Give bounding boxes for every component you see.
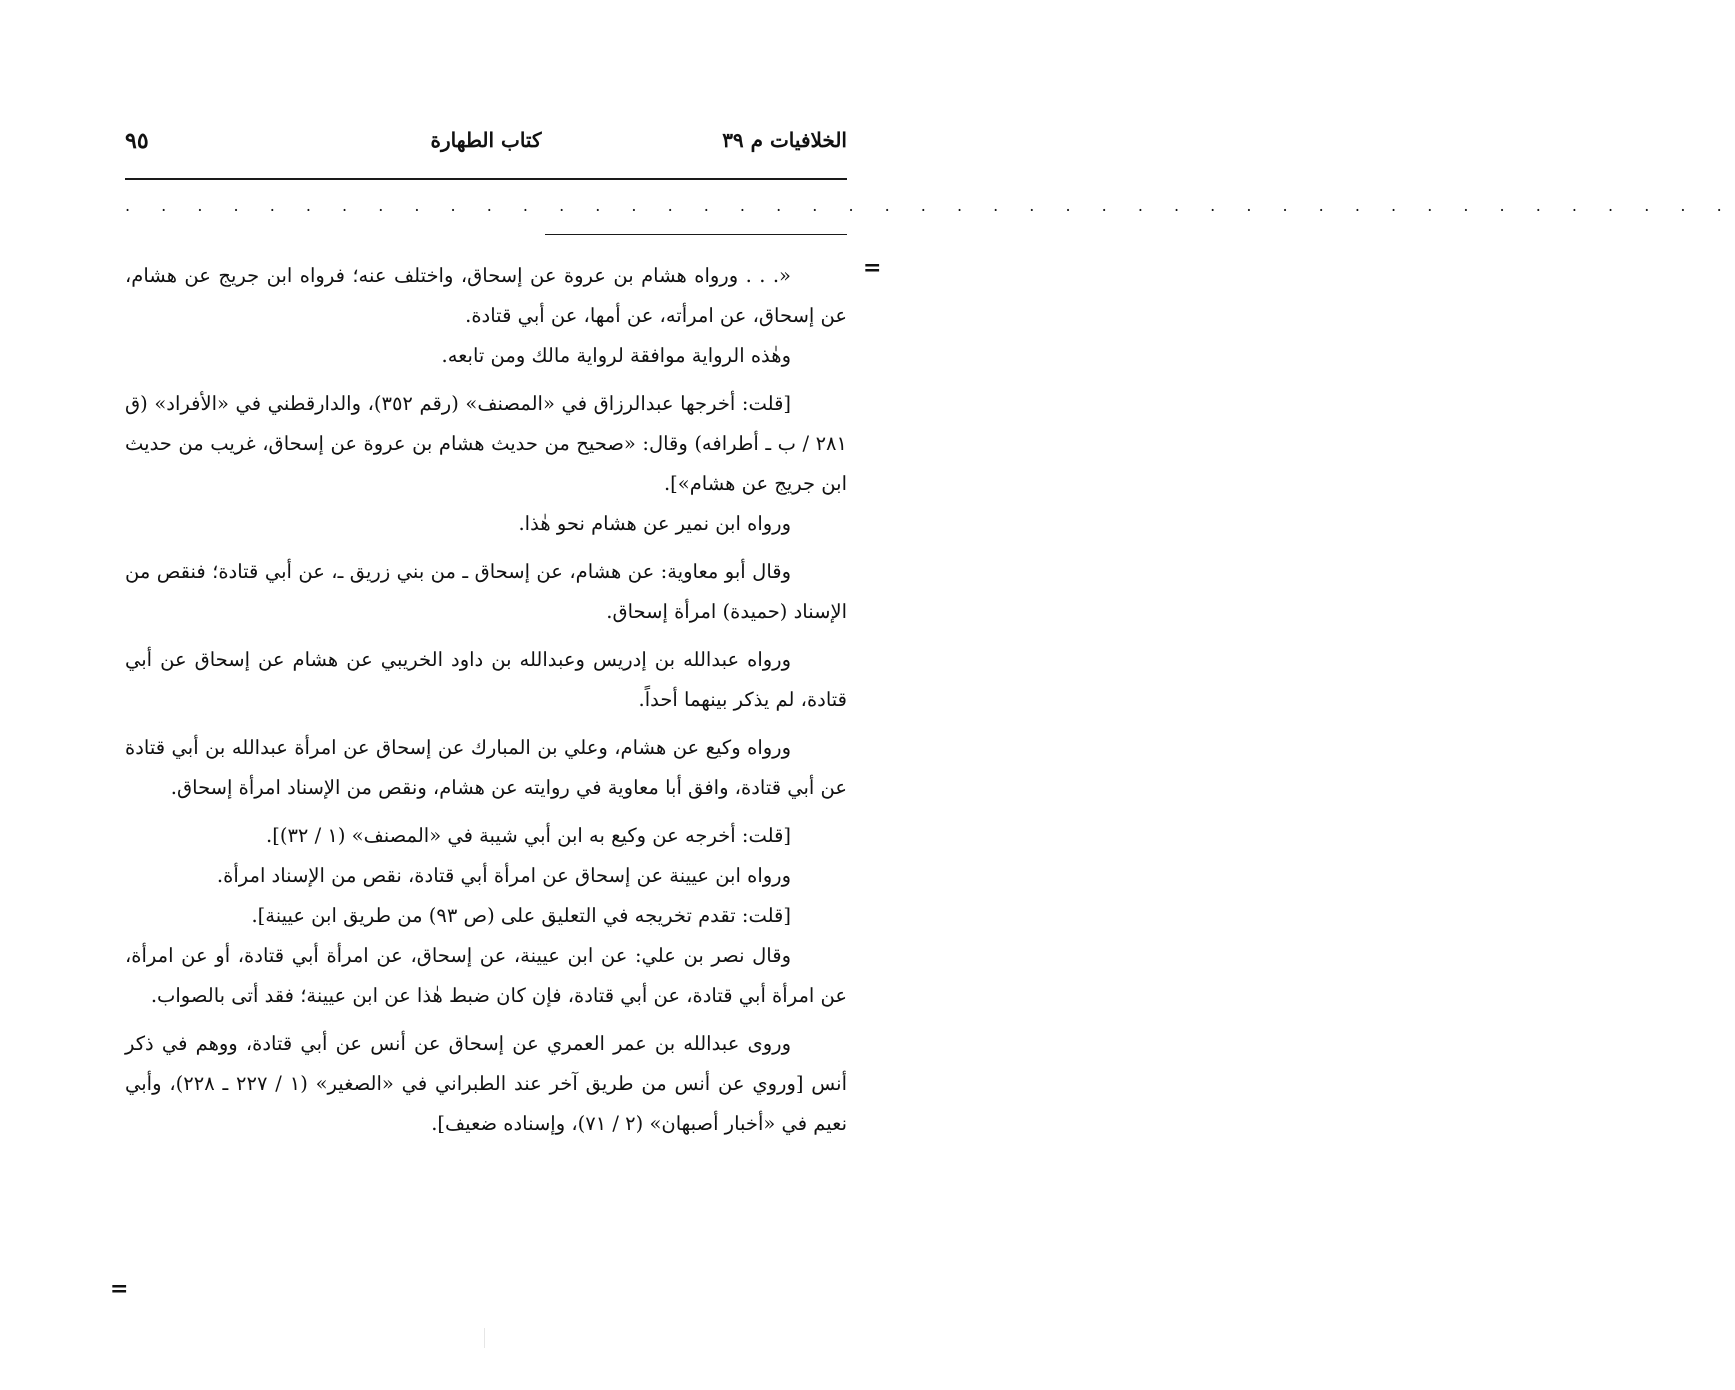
page-number: ٩٥ bbox=[125, 128, 149, 154]
paragraph-4: ورواه ابن نمير عن هشام نحو هٰذا. bbox=[518, 512, 791, 535]
paragraph-1: «. . . ورواه هشام بن عروة عن إسحاق، واختلف عنه؛ فرواه ابن جريج عن هشام، عن إسحاق، عن امرأته، عن أمها، عن أبي قتادة. bbox=[125, 264, 847, 327]
paragraph-2: وهٰذه الرواية موافقة لرواية مالك ومن تابعه. bbox=[441, 344, 791, 367]
paragraph-8: [قلت: أخرجه عن وكيع به ابن أبي شيبة في «المصنف» (١ / ٣٢)]. bbox=[266, 824, 791, 847]
page-header bbox=[125, 128, 847, 168]
paragraph-10: [قلت: تقدم تخريجه في التعليق على (ص ٩٣) من طريق ابن عيينة]. bbox=[251, 904, 791, 927]
scan-artifact bbox=[484, 1328, 485, 1348]
paragraph-9: ورواه ابن عيينة عن إسحاق عن امرأة أبي قتادة، نقص من الإسناد امرأة. bbox=[216, 864, 791, 887]
footnote-rule bbox=[545, 234, 847, 235]
paragraph-11: وقال نصر بن علي: عن ابن عيينة، عن إسحاق، عن امرأة أبي قتادة، أو عن امرأة، عن امرأة أبي قتادة، عن أبي قتادة، فإن كان ضبط هٰذا عن ابن عيينة؛ فقد أتى بالصواب. bbox=[125, 944, 847, 1007]
header-rule bbox=[125, 178, 847, 180]
continuation-mark-top: = bbox=[863, 255, 882, 281]
paragraph-6: ورواه عبدالله بن إدريس وعبدالله بن داود الخريبي عن هشام عن إسحاق عن أبي قتادة، لم يذكر بينهما أحداً. bbox=[125, 648, 847, 711]
chapter-title: كتاب الطهارة bbox=[430, 128, 542, 152]
paragraph-12: وروى عبدالله بن عمر العمري عن إسحاق عن أنس عن أبي قتادة، ووهم في ذكر أنس [وروي عن أنس من طريق آخر عند الطبراني في «الصغير» (١ / ٢٢٧ ـ ٢٢٨)، وأبي نعيم في «أخبار أصبهان» (٢ / ٧١)، وإسناده ضعيف]. bbox=[125, 1032, 847, 1135]
footnote-body bbox=[125, 256, 847, 1144]
paragraph-5: وقال أبو معاوية: عن هشام، عن إسحاق ـ من بني زريق ـ، عن أبي قتادة؛ فنقص من الإسناد (حميدة) امرأة إسحاق. bbox=[125, 560, 847, 623]
continuation-mark-bottom: = bbox=[110, 1276, 129, 1302]
paragraph-3: [قلت: أخرجها عبدالرزاق في «المصنف» (رقم ٣٥٢)، والدارقطني في «الأفراد» (ق ٢٨١ / ب ـ أطرافه) وقال: «صحيح من حديث هشام بن عروة عن إسحاق، غريب من حديث ابن جريج عن هشام»]. bbox=[125, 392, 847, 495]
dotted-separator: . . . . . . . . . . . . . . . . . . . . . . . . . . . . . . . . . . . . . . . . . . . . . bbox=[125, 196, 1735, 215]
running-title: الخلافيات م ٣٩ bbox=[722, 128, 847, 152]
paragraph-7: ورواه وكيع عن هشام، وعلي بن المبارك عن إسحاق عن امرأة عبدالله بن أبي قتادة عن أبي قتادة، وافق أبا معاوية في روايته عن هشام، ونقص من الإسناد امرأة إسحاق. bbox=[125, 736, 847, 799]
